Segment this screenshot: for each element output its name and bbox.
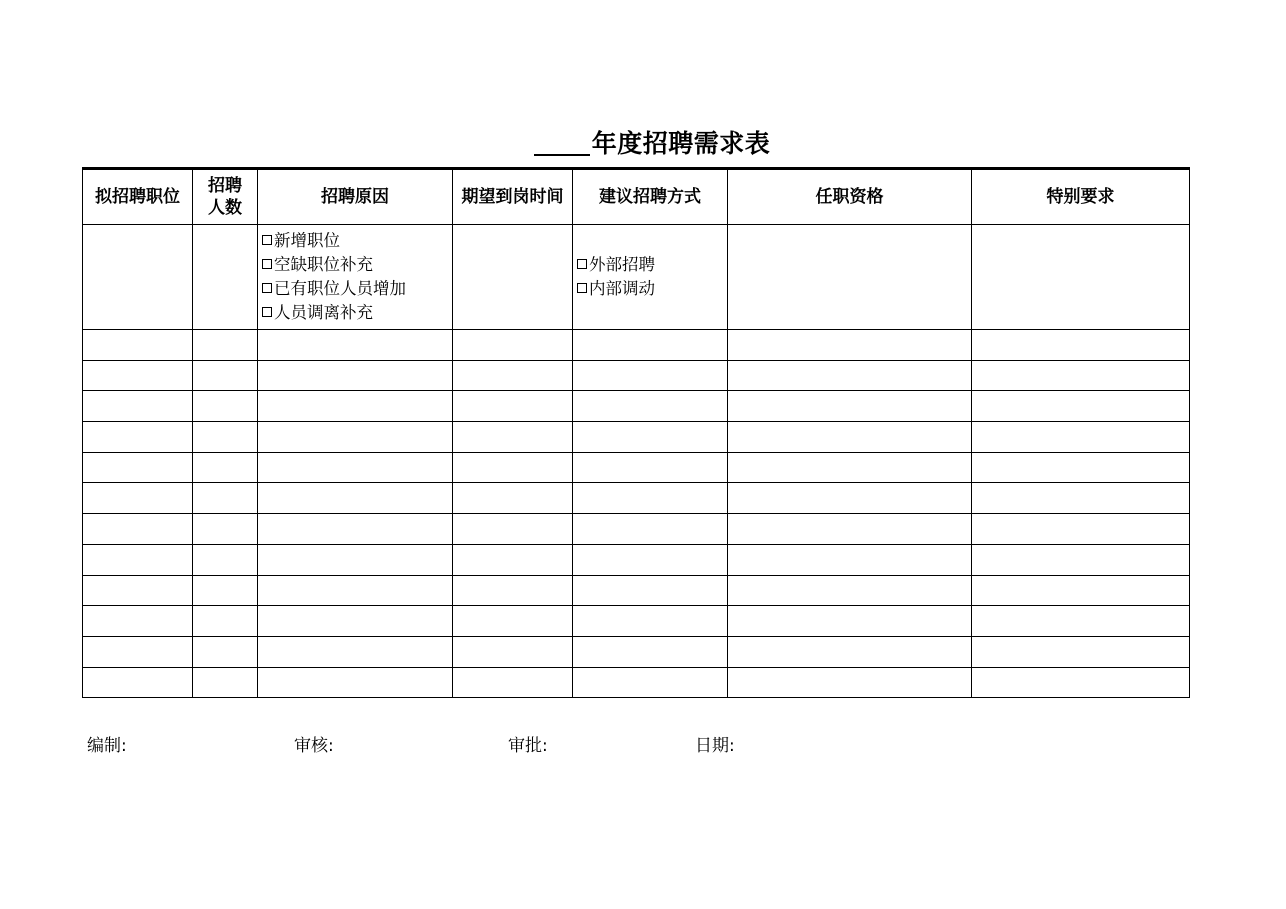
cell-position[interactable] bbox=[83, 606, 193, 637]
cell-count[interactable] bbox=[193, 483, 258, 514]
table-row bbox=[83, 225, 1190, 330]
cell-expected-time[interactable] bbox=[453, 422, 573, 453]
cell-qualification[interactable] bbox=[728, 514, 972, 545]
cell-expected-time[interactable] bbox=[453, 360, 573, 391]
reason-option-new[interactable] bbox=[262, 229, 452, 253]
cell-qualification[interactable] bbox=[728, 391, 972, 422]
checkbox-icon[interactable] bbox=[577, 259, 587, 269]
reason-option-increase[interactable] bbox=[262, 277, 452, 301]
page-title bbox=[0, 124, 1286, 160]
cell-reason[interactable] bbox=[258, 452, 453, 483]
cell-reason[interactable] bbox=[258, 391, 453, 422]
cell-position[interactable] bbox=[83, 483, 193, 514]
cell-expected-time[interactable] bbox=[453, 575, 573, 606]
cell-special[interactable] bbox=[972, 575, 1190, 606]
header-qualification: 任职资格 bbox=[728, 169, 972, 225]
table-row bbox=[83, 483, 1190, 514]
reason-option-label: 已有职位人员增加 bbox=[274, 279, 406, 298]
checkbox-icon[interactable] bbox=[262, 307, 272, 317]
cell-method[interactable] bbox=[573, 330, 728, 361]
cell-count[interactable] bbox=[193, 606, 258, 637]
table-row bbox=[83, 360, 1190, 391]
cell-reason[interactable] bbox=[258, 667, 453, 698]
cell-method[interactable] bbox=[573, 544, 728, 575]
cell-special[interactable] bbox=[972, 391, 1190, 422]
cell-method[interactable] bbox=[573, 360, 728, 391]
cell-method bbox=[573, 225, 728, 330]
footer-date-label: 日期: bbox=[695, 736, 735, 756]
cell-qualification[interactable] bbox=[728, 360, 972, 391]
cell-position[interactable] bbox=[83, 225, 193, 330]
cell-qualification[interactable] bbox=[728, 544, 972, 575]
method-option-label: 外部招聘 bbox=[589, 255, 655, 274]
reason-option-label: 空缺职位补充 bbox=[274, 255, 373, 274]
cell-count[interactable] bbox=[193, 514, 258, 545]
checkbox-icon[interactable] bbox=[262, 235, 272, 245]
table-row bbox=[83, 391, 1190, 422]
cell-expected-time[interactable] bbox=[453, 514, 573, 545]
table-row bbox=[83, 667, 1190, 698]
cell-method[interactable] bbox=[573, 452, 728, 483]
cell-method[interactable] bbox=[573, 483, 728, 514]
cell-reason[interactable] bbox=[258, 422, 453, 453]
header-reason: 招聘原因 bbox=[258, 169, 453, 225]
cell-qualification[interactable] bbox=[728, 225, 972, 330]
cell-reason[interactable] bbox=[258, 606, 453, 637]
cell-position[interactable] bbox=[83, 544, 193, 575]
cell-count[interactable] bbox=[193, 575, 258, 606]
cell-count[interactable] bbox=[193, 391, 258, 422]
cell-count[interactable] bbox=[193, 330, 258, 361]
cell-qualification[interactable] bbox=[728, 452, 972, 483]
cell-count[interactable] bbox=[193, 225, 258, 330]
cell-reason[interactable] bbox=[258, 483, 453, 514]
cell-reason[interactable] bbox=[258, 575, 453, 606]
cell-qualification[interactable] bbox=[728, 606, 972, 637]
cell-special[interactable] bbox=[972, 667, 1190, 698]
cell-position[interactable] bbox=[83, 514, 193, 545]
footer-prepared-label: 编制: bbox=[87, 736, 127, 756]
cell-expected-time[interactable] bbox=[453, 391, 573, 422]
table-row bbox=[83, 452, 1190, 483]
cell-special[interactable] bbox=[972, 452, 1190, 483]
cell-method[interactable] bbox=[573, 422, 728, 453]
method-options bbox=[573, 253, 727, 301]
cell-position[interactable] bbox=[83, 391, 193, 422]
header-expected-time: 期望到岗时间 bbox=[453, 169, 573, 225]
header-count-line1: 招聘 bbox=[208, 176, 242, 196]
cell-position[interactable] bbox=[83, 636, 193, 667]
cell-qualification[interactable] bbox=[728, 636, 972, 667]
footer-reviewed-label: 审核: bbox=[294, 736, 334, 756]
cell-position[interactable] bbox=[83, 330, 193, 361]
footer-approved-label: 审批: bbox=[508, 736, 548, 756]
cell-reason bbox=[258, 225, 453, 330]
reason-options bbox=[258, 229, 452, 325]
checkbox-icon[interactable] bbox=[262, 259, 272, 269]
cell-reason[interactable] bbox=[258, 514, 453, 545]
reason-option-label: 新增职位 bbox=[274, 231, 340, 250]
cell-special[interactable] bbox=[972, 606, 1190, 637]
header-count-line2: 人数 bbox=[208, 198, 242, 218]
cell-expected-time[interactable] bbox=[453, 606, 573, 637]
table-row bbox=[83, 636, 1190, 667]
cell-qualification[interactable] bbox=[728, 667, 972, 698]
reason-option-label: 人员调离补充 bbox=[274, 303, 373, 322]
cell-count[interactable] bbox=[193, 452, 258, 483]
cell-count[interactable] bbox=[193, 667, 258, 698]
table-row bbox=[83, 606, 1190, 637]
cell-expected-time[interactable] bbox=[453, 483, 573, 514]
method-option-internal[interactable] bbox=[577, 277, 727, 301]
cell-special[interactable] bbox=[972, 514, 1190, 545]
checkbox-icon[interactable] bbox=[577, 283, 587, 293]
cell-method[interactable] bbox=[573, 391, 728, 422]
header-row bbox=[83, 169, 1190, 225]
cell-method[interactable] bbox=[573, 667, 728, 698]
cell-method[interactable] bbox=[573, 606, 728, 637]
cell-position[interactable] bbox=[83, 422, 193, 453]
header-method: 建议招聘方式 bbox=[573, 169, 728, 225]
cell-expected-time[interactable] bbox=[453, 452, 573, 483]
cell-count[interactable] bbox=[193, 636, 258, 667]
cell-special[interactable] bbox=[972, 330, 1190, 361]
cell-special[interactable] bbox=[972, 422, 1190, 453]
cell-reason[interactable] bbox=[258, 360, 453, 391]
cell-qualification[interactable] bbox=[728, 483, 972, 514]
cell-special[interactable] bbox=[972, 544, 1190, 575]
cell-reason[interactable] bbox=[258, 636, 453, 667]
table-row bbox=[83, 514, 1190, 545]
cell-reason[interactable] bbox=[258, 544, 453, 575]
table-row bbox=[83, 330, 1190, 361]
table-row bbox=[83, 544, 1190, 575]
cell-special[interactable] bbox=[972, 636, 1190, 667]
reason-option-transfer[interactable] bbox=[262, 301, 452, 325]
year-blank-underline[interactable] bbox=[534, 128, 590, 156]
checkbox-icon[interactable] bbox=[262, 283, 272, 293]
method-option-external[interactable] bbox=[577, 253, 727, 277]
cell-qualification[interactable] bbox=[728, 422, 972, 453]
cell-position[interactable] bbox=[83, 452, 193, 483]
cell-special[interactable] bbox=[972, 225, 1190, 330]
header-special: 特别要求 bbox=[972, 169, 1190, 225]
title-text: 年度招聘需求表 bbox=[591, 129, 771, 158]
table-row bbox=[83, 422, 1190, 453]
cell-count[interactable] bbox=[193, 422, 258, 453]
cell-expected-time[interactable] bbox=[453, 225, 573, 330]
header-count bbox=[193, 169, 258, 225]
cell-count[interactable] bbox=[193, 360, 258, 391]
cell-qualification[interactable] bbox=[728, 330, 972, 361]
cell-method[interactable] bbox=[573, 575, 728, 606]
cell-method[interactable] bbox=[573, 636, 728, 667]
reason-option-vacancy[interactable] bbox=[262, 253, 452, 277]
cell-method[interactable] bbox=[573, 514, 728, 545]
cell-expected-time[interactable] bbox=[453, 330, 573, 361]
cell-position[interactable] bbox=[83, 667, 193, 698]
cell-qualification[interactable] bbox=[728, 575, 972, 606]
table-row bbox=[83, 575, 1190, 606]
cell-reason[interactable] bbox=[258, 330, 453, 361]
method-option-label: 内部调动 bbox=[589, 279, 655, 298]
cell-expected-time[interactable] bbox=[453, 544, 573, 575]
cell-count[interactable] bbox=[193, 544, 258, 575]
cell-position[interactable] bbox=[83, 360, 193, 391]
cell-position[interactable] bbox=[83, 575, 193, 606]
cell-expected-time[interactable] bbox=[453, 636, 573, 667]
cell-special[interactable] bbox=[972, 360, 1190, 391]
header-position: 拟招聘职位 bbox=[83, 169, 193, 225]
recruitment-table bbox=[82, 167, 1190, 698]
cell-expected-time[interactable] bbox=[453, 667, 573, 698]
cell-special[interactable] bbox=[972, 483, 1190, 514]
